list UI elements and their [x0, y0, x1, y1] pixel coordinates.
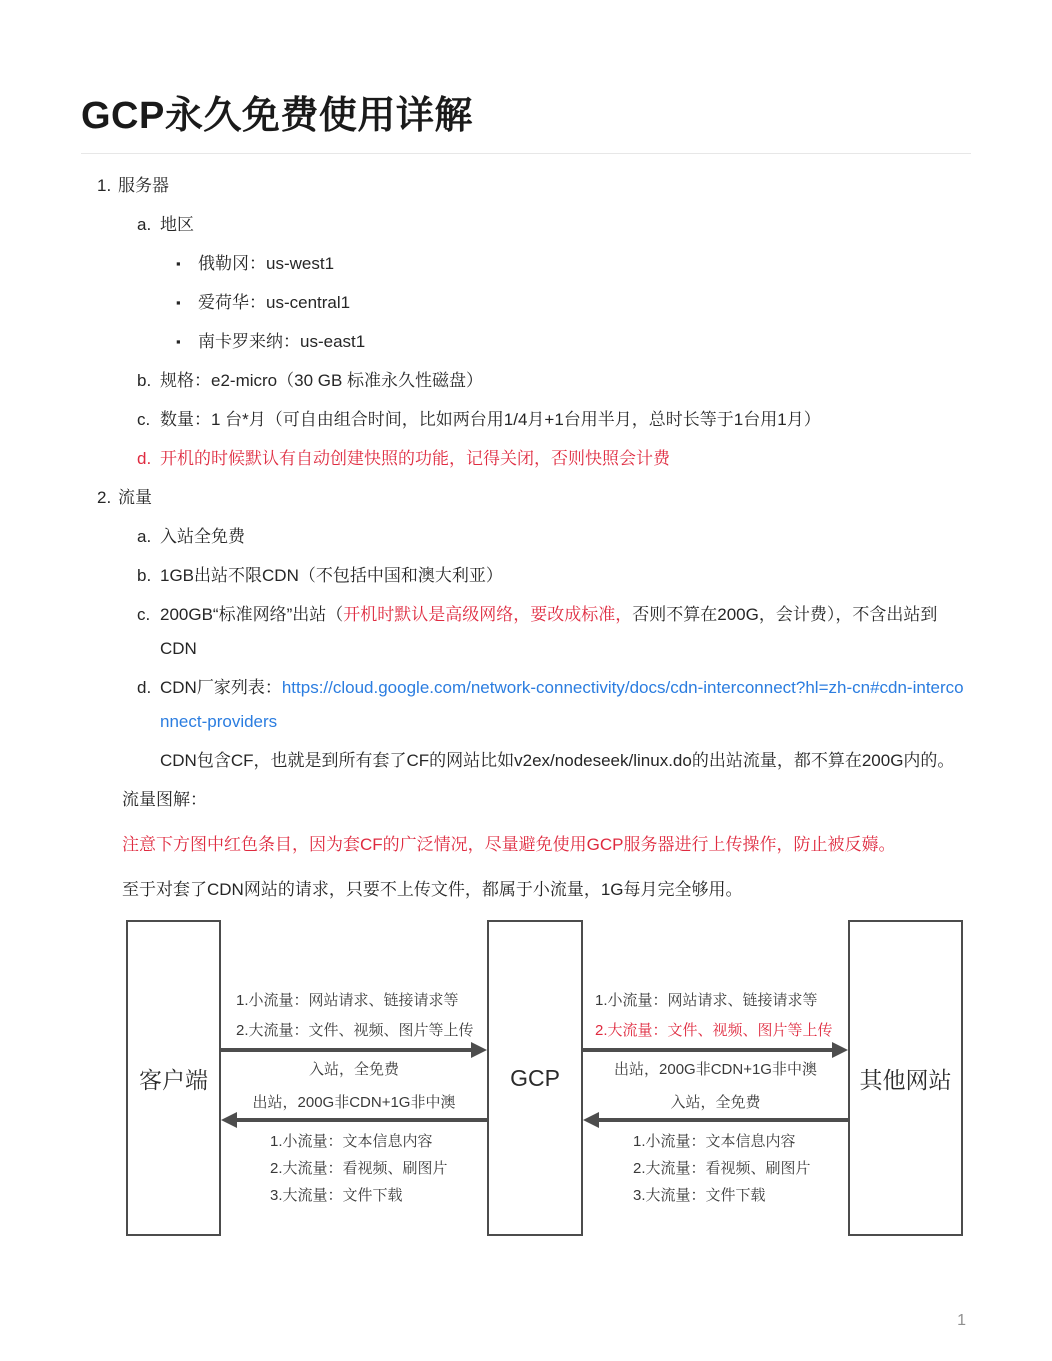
list-marker: 2.	[97, 488, 112, 507]
link-label: CDN厂家列表：	[160, 678, 282, 697]
diagram-box-gcp	[487, 920, 583, 1236]
list-marker: a.	[137, 527, 152, 546]
list-text: 南卡罗来纳：us-east1	[198, 332, 366, 351]
list-item	[81, 169, 971, 203]
diagram-label: 3.大流量：文件下载	[633, 1187, 766, 1204]
cdn-providers-link[interactable]: https://cloud.google.com/network-connectivity/docs/cdn-interconnect?hl=zh-cn#cdn-interconnect-providers	[160, 678, 964, 731]
list-text: 爱荷华：us-central1	[198, 293, 351, 312]
list-item	[81, 286, 971, 320]
list-text: 规格：e2-micro（30 GB 标准永久性磁盘）	[160, 371, 484, 390]
bullet-icon: ▪	[176, 256, 181, 271]
bullet-icon: ▪	[176, 334, 181, 349]
diagram-label: 2.大流量：文件、视频、图片等上传	[236, 1022, 474, 1039]
paragraph-diagram-caption: 流量图解：	[122, 790, 207, 809]
list-text: 1GB出站不限CDN（不包括中国和澳大利亚）	[160, 566, 503, 585]
diagram-box-label: GCP	[510, 1064, 560, 1091]
diagram-label: 2.大流量：看视频、刷图片	[270, 1160, 448, 1177]
diagram-label: 2.大流量：看视频、刷图片	[633, 1160, 811, 1177]
arrow-left-icon	[598, 1118, 848, 1122]
outline-list	[81, 169, 971, 739]
list-item-standard-network	[81, 598, 971, 666]
bullet-icon: ▪	[176, 295, 181, 310]
list-marker: d.	[137, 678, 152, 697]
list-item	[81, 403, 971, 437]
list-marker: b.	[137, 566, 152, 585]
diagram-box-other	[848, 920, 963, 1236]
diagram-channel-gcp-other	[583, 920, 848, 1238]
list-item	[81, 481, 971, 515]
text-segment-red: 开机时默认是高级网络，要改成标准，	[343, 605, 633, 624]
paragraph-warning: 注意下方图中红色条目，因为套CF的广泛情况，尽量避免使用GCP服务器进行上传操作，防止被反薅。	[122, 835, 896, 854]
title-divider	[81, 153, 971, 154]
diagram-box-client	[126, 920, 221, 1236]
list-item-cdn-providers	[81, 671, 971, 739]
text-segment: 否则不算在200G，会计费），不含出站到CDN	[160, 605, 938, 658]
diagram-label: 出站，200G非CDN+1G非中澳	[614, 1061, 817, 1078]
list-text: 服务器	[118, 176, 169, 195]
diagram-box-label: 客户端	[139, 1066, 208, 1093]
list-text	[160, 598, 971, 666]
list-text: 地区	[160, 215, 194, 234]
list-marker: d.	[137, 449, 152, 468]
list-text: 开机的时候默认有自动创建快照的功能，记得关闭，否则快照会计费	[160, 449, 670, 468]
diagram-label: 1.小流量：网站请求、链接请求等	[595, 992, 818, 1009]
arrow-left-icon	[236, 1118, 487, 1122]
page-title: GCP永久免费使用详解	[81, 95, 473, 137]
list-text: 入站全免费	[160, 527, 245, 546]
list-item-warning	[81, 442, 971, 476]
paragraph-cdn-note: CDN包含CF，也就是到所有套了CF的网站比如v2ex/nodeseek/linux.do的出站流量，都不算在200G内的。	[160, 751, 955, 770]
diagram-label: 入站，全免费	[670, 1094, 761, 1111]
list-text	[160, 671, 971, 739]
list-item	[81, 520, 971, 554]
arrow-right-icon	[583, 1048, 833, 1052]
list-item	[81, 364, 971, 398]
diagram-label: 1.小流量：文本信息内容	[270, 1133, 433, 1150]
text-segment: 200GB“标准网络”出站（	[160, 605, 344, 624]
paragraph-small-traffic: 至于对套了CDN网站的请求，只要不上传文件，都属于小流量，1G每月完全够用。	[122, 880, 743, 899]
diagram-label-red: 2.大流量：文件、视频、图片等上传	[595, 1022, 833, 1039]
list-item	[81, 247, 971, 281]
list-marker: a.	[137, 215, 152, 234]
list-text: 俄勒冈：us-west1	[198, 254, 335, 273]
diagram-label: 1.小流量：网站请求、链接请求等	[236, 992, 459, 1009]
page-number: 1	[957, 1312, 966, 1329]
list-item	[81, 325, 971, 359]
list-text: 数量：1 台*月（可自由组合时间，比如两台用1/4月+1台用半月，总时长等于1台用1月）	[160, 410, 821, 429]
diagram-channel-client-gcp	[221, 920, 487, 1238]
diagram-box-label: 其他网站	[859, 1066, 952, 1093]
diagram-label: 3.大流量：文件下载	[270, 1187, 403, 1204]
diagram-label: 入站，全免费	[308, 1061, 399, 1078]
list-item	[81, 559, 971, 593]
list-item	[81, 208, 971, 242]
list-text: 流量	[118, 488, 152, 507]
list-marker: c.	[137, 410, 151, 429]
diagram-label: 1.小流量：文本信息内容	[633, 1133, 796, 1150]
diagram-label: 出站，200G非CDN+1G非中澳	[252, 1094, 456, 1111]
list-marker: 1.	[97, 176, 112, 195]
list-marker: b.	[137, 371, 152, 390]
list-marker: c.	[137, 605, 151, 624]
traffic-diagram	[81, 920, 971, 1238]
arrow-right-icon	[221, 1048, 472, 1052]
